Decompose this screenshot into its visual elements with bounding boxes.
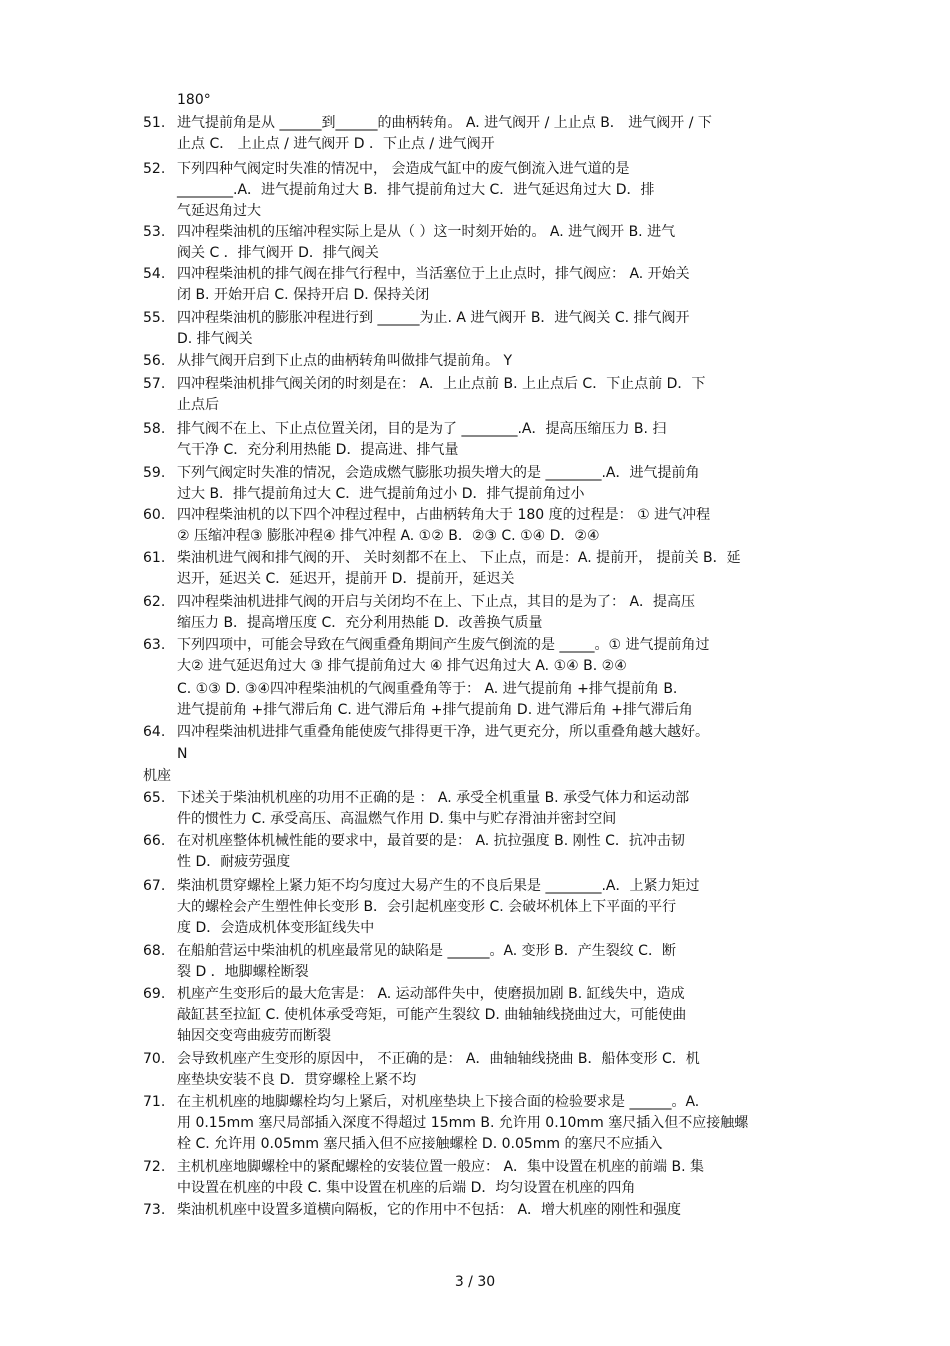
question-number: 65. — [143, 790, 166, 806]
question-text-line: 缩压力 B．提高增压度 C．充分利用热能 D．改善换气质量 — [177, 615, 543, 631]
question-text-line: 阀关 C ．排气阀开 D．排气阀关 — [177, 245, 379, 261]
question-text-line: 大的螺栓会产生塑性伸长变形 B．会引起机座变形 C. 会破坏机体上下平面的平行 — [177, 899, 677, 915]
question-text-line: 栓 C. 允许用 0.05mm 塞尺插入但不应接触螺栓 D. 0.05mm 的塞尺不应插入 — [177, 1136, 663, 1152]
question-text-line: 主机机座地脚螺栓中的紧配螺栓的安装位置一般应： A．集中设置在机座的前端 B. 集 — [177, 1159, 704, 1175]
question-number: 58. — [143, 421, 166, 437]
question-text-line: 用 0.15mm 塞尺局部插入深度不得超过 15mm B. 允许用 0.10mm 塞尺插入但不应接触螺 — [177, 1115, 749, 1131]
question-text-line: 大② 进气延迟角过大 ③ 排气提前角过大 ④ 排气迟角过大 A. ①④ B. ②④ — [177, 658, 627, 674]
question-text-line: 止点 C． 上止点 / 进气阀开 D ．下止点 / 进气阀开 — [177, 136, 495, 152]
question-number: 52. — [143, 161, 166, 177]
question-number: 67. — [143, 878, 166, 894]
question-text-line: 柴油机机座中设置多道横向隔板，它的作用中不包括： A．增大机座的刚性和强度 — [177, 1202, 682, 1218]
question-text-line: 四冲程柴油机进排气阀的开启与关闭均不在上、下止点，其目的是为了： A．提高压 — [177, 594, 696, 610]
question-text-line: 轴因交变弯曲疲劳而断裂 — [177, 1028, 331, 1044]
question-number: 68. — [143, 943, 166, 959]
question-text-line: 下列四项中，可能会导致在气阀重叠角期间产生废气倒流的是 _____。① 进气提前角过 — [177, 637, 710, 653]
question-text-line: 止点后 — [177, 397, 219, 413]
question-text-line: 气干净 C．充分利用热能 D．提高进、排气量 — [177, 442, 459, 458]
question-number: 71. — [143, 1094, 166, 1110]
question-text-line: C. ①③ D. ③④四冲程柴油机的气阀重叠角等于： A. 进气提前角 +排气提前角 B. — [177, 681, 678, 697]
question-text-line: 度 D．会造成机体变形缸线失中 — [177, 920, 375, 936]
question-text-line: 在船舶营运中柴油机的机座最常见的缺陷是 ______。A. 变形 B．产生裂纹 C．断 — [177, 943, 676, 959]
question-number: 72. — [143, 1159, 166, 1175]
question-number: 53. — [143, 224, 166, 240]
question-text-line: 气延迟角过大 — [177, 203, 261, 219]
question-text-line: 会导致机座产生变形的原因中， 不正确的是： A．曲轴轴线挠曲 B．船体变形 C．机 — [177, 1051, 700, 1067]
question-number: 64. — [143, 724, 166, 740]
question-text-line: 进气提前角 +排气滞后角 C. 进气滞后角 +排气提前角 D. 进气滞后角 +排气滞后角 — [177, 702, 693, 718]
question-number: 54. — [143, 266, 166, 282]
question-number: 60. — [143, 507, 166, 523]
question-text-line: 在主机机座的地脚螺栓均匀上紧后，对机座垫块上下接合面的检验要求是 ______。A. — [177, 1094, 700, 1110]
question-text-line: 座垫块安装不良 D．贯穿螺栓上紧不均 — [177, 1072, 417, 1088]
question-text-line: 在对机座整体机械性能的要求中，最首要的是： A. 抗拉强度 B. 刚性 C．抗冲击韧 — [177, 833, 685, 849]
question-text-line: 从排气阀开启到下止点的曲柄转角叫做排气提前角。 Y — [177, 353, 513, 369]
page-number: 3 / 30 — [454, 1274, 496, 1290]
question-text-line: D. 排气阀关 — [177, 331, 253, 347]
question-number: 63. — [143, 637, 166, 653]
question-number: 69. — [143, 986, 166, 1002]
question-text-line: 进气提前角是从 ______到______的曲柄转角。 A. 进气阀开 / 上止点 B． 进气阀开 / 下 — [177, 115, 712, 131]
question-text-line: N — [177, 746, 188, 762]
question-text-line: 下列四种气阀定时失准的情况中， 会造成气缸中的废气倒流入进气道的是 — [177, 161, 630, 177]
question-number: 73. — [143, 1202, 166, 1218]
question-text-line: 四冲程柴油机的膨胀冲程进行到 ______为止. A 进气阀开 B．进气阀关 C. 排气阀开 — [177, 310, 690, 326]
question-number: 51. — [143, 115, 166, 131]
question-text-line: ② 压缩冲程③ 膨胀冲程④ 排气冲程 A. ①② B．②③ C. ①④ D．②④ — [177, 528, 600, 544]
question-text-line: 下述关于柴油机机座的功用不正确的是 ： A. 承受全机重量 B. 承受气体力和运动部 — [177, 790, 690, 806]
question-text-line: 过大 B．排气提前角过大 C．进气提前角过小 D．排气提前角过小 — [177, 486, 585, 502]
question-text-line: 四冲程柴油机的以下四个冲程过程中，占曲柄转角大于 180 度的过程是： ① 进气冲程 — [177, 507, 711, 523]
question-number: 56. — [143, 353, 166, 369]
section-title: 机座 — [143, 768, 171, 784]
question-number: 70. — [143, 1051, 166, 1067]
question-text-line: 机座产生变形后的最大危害是： A. 运动部件失中，使磨损加剧 B. 缸线失中，造成 — [177, 986, 685, 1002]
question-text-line: 四冲程柴油机进排气重叠角能使废气排得更干净，进气更充分，所以重叠角越大越好。 — [177, 724, 709, 740]
question-text-line: 柴油机进气阀和排气阀的开、 关时刻都不在上、 下止点，而是：A. 提前开， 提前关 B．延 — [177, 550, 741, 566]
question-text-line: 下列气阀定时失准的情况，会造成燃气膨胀功损失增大的是 ________.A．进气提前角 — [177, 465, 700, 481]
question-number: 62. — [143, 594, 166, 610]
question-number: 66. — [143, 833, 166, 849]
question-text-line: 迟开，延迟关 C．延迟开，提前开 D．提前开，延迟关 — [177, 571, 515, 587]
pre-text: 180° — [177, 92, 211, 108]
question-text-line: 排气阀不在上、下止点位置关闭，目的是为了 ________.A．提高压缩压力 B. 扫 — [177, 421, 667, 437]
question-text-line: 四冲程柴油机的排气阀在排气行程中，当活塞位于上止点时，排气阀应： A. 开始关 — [177, 266, 690, 282]
question-text-line: 柴油机贯穿螺栓上紧力矩不均匀度过大易产生的不良后果是 ________.A．上紧力矩过 — [177, 878, 700, 894]
question-number: 57. — [143, 376, 166, 392]
question-text-line: 四冲程柴油机的压缩冲程实际上是从（ ）这一时刻开始的。 A. 进气阀开 B. 进气 — [177, 224, 676, 240]
question-text-line: 四冲程柴油机排气阀关闭的时刻是在： A．上止点前 B. 上止点后 C．下止点前 D．下 — [177, 376, 706, 392]
question-text-line: 中设置在机座的中段 C. 集中设置在机座的后端 D．均匀设置在机座的四角 — [177, 1180, 636, 1196]
question-number: 59. — [143, 465, 166, 481]
question-text-line: 裂 D ．地脚螺栓断裂 — [177, 964, 309, 980]
question-text-line: 闭 B. 开始开启 C. 保持开启 D. 保持关闭 — [177, 287, 430, 303]
question-text-line: ________.A．进气提前角过大 B．排气提前角过大 C．进气延迟角过大 D．排 — [177, 182, 655, 198]
question-number: 61. — [143, 550, 166, 566]
question-text-line: 敲缸甚至拉缸 C. 使机体承受弯矩，可能产生裂纹 D. 曲轴轴线挠曲过大，可能使曲 — [177, 1007, 687, 1023]
question-text-line: 件的惯性力 C. 承受高压、高温燃气作用 D. 集中与贮存滑油并密封空间 — [177, 811, 617, 827]
question-text-line: 性 D．耐疲劳强度 — [177, 854, 291, 870]
question-number: 55. — [143, 310, 166, 326]
